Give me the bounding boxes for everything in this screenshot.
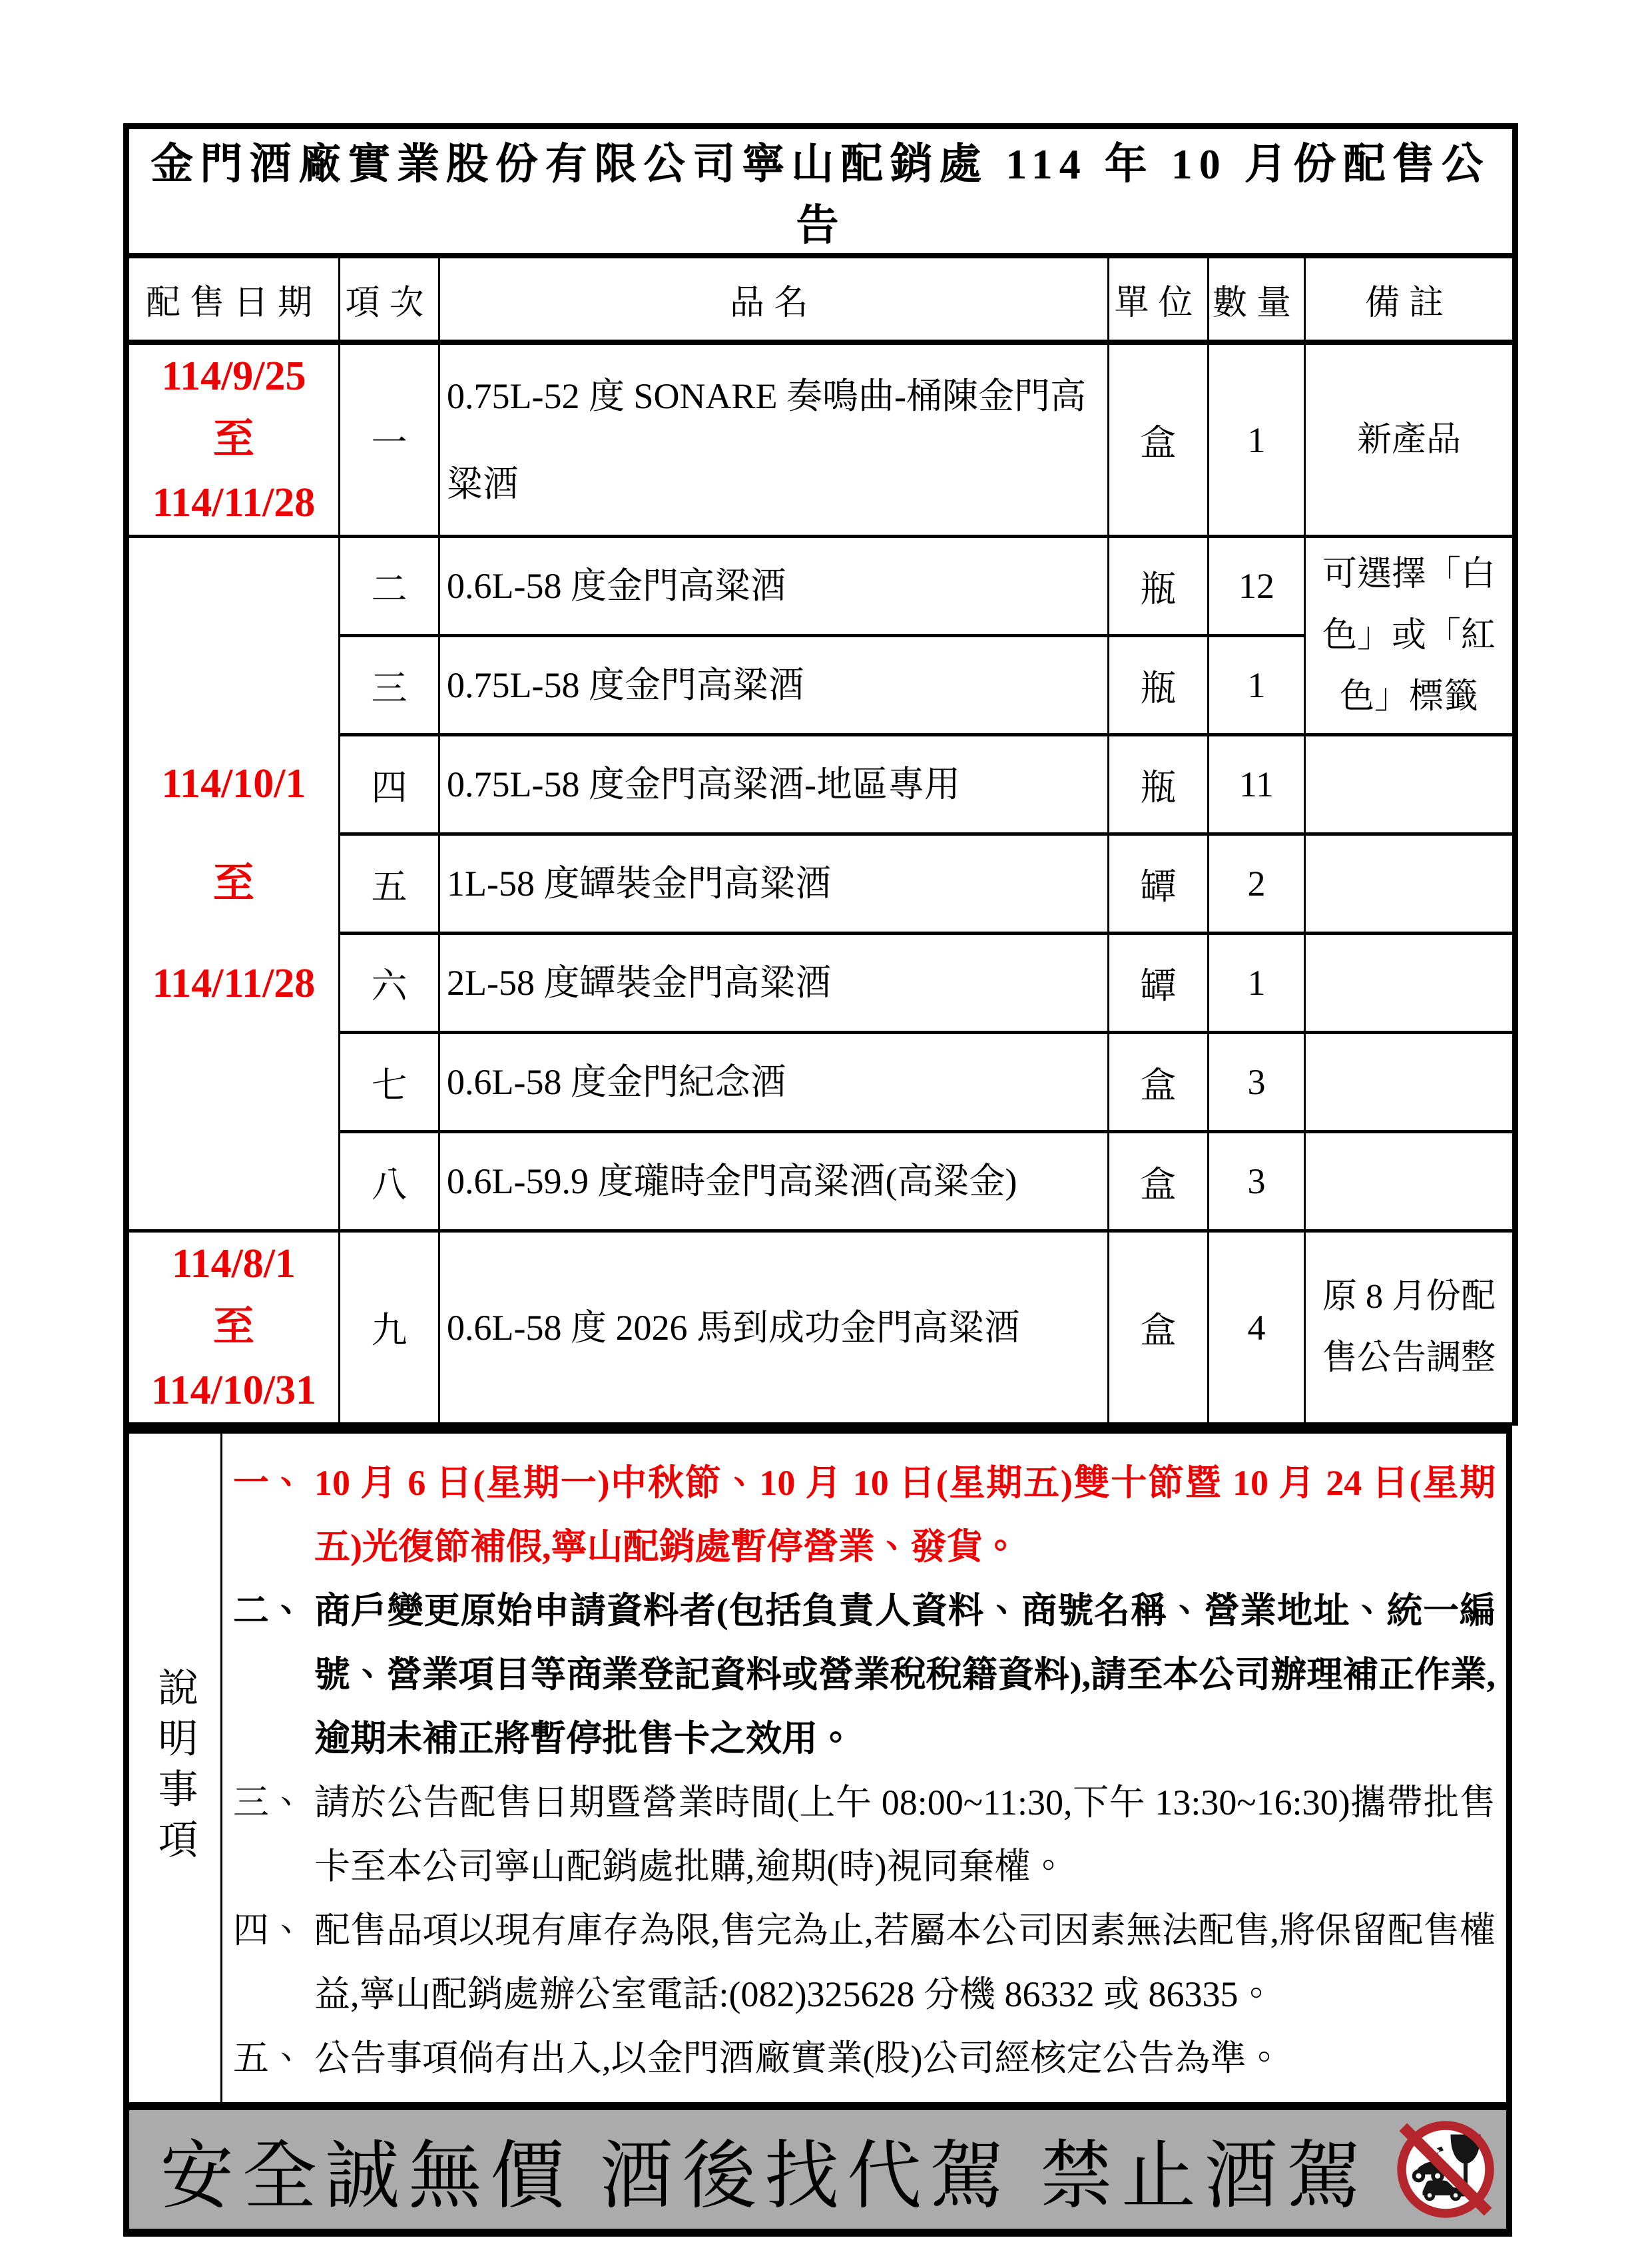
- note-number: 三、: [233, 1783, 305, 1822]
- notes-section-label: 說明事項: [152, 1667, 197, 1869]
- quantity: 2: [1209, 834, 1305, 934]
- unit: 盒: [1109, 1033, 1209, 1132]
- unit: 瓶: [1109, 735, 1209, 834]
- note-text: 配售品項以現有庫存為限,售完為止,若屬本公司因素無法配售,將保留配售權益,寧山配銷處辦公室電話:(082)325628 分機 86332 或 86335。: [314, 1910, 1496, 2014]
- date-range-rows2-8: 114/10/1 至 114/11/28: [127, 537, 340, 1231]
- remark: [1305, 735, 1515, 834]
- note-item-2: [233, 1579, 1496, 1771]
- product-name: 0.75L-58 度金門高粱酒-地區專用: [439, 735, 1109, 834]
- remark: [1305, 1033, 1515, 1132]
- col-header-qty: 數量: [1209, 256, 1305, 342]
- table-row: [127, 342, 1515, 537]
- note-text: 請於公告配售日期暨營業時間(上午 08:00~11:30,下午 13:30~16:30)攜帶批售卡至本公司寧山配銷處批購,逾期(時)視同棄權。: [314, 1783, 1496, 1886]
- unit: 盒: [1109, 1231, 1209, 1424]
- item-number: 九: [340, 1231, 439, 1424]
- quantity: 12: [1209, 537, 1305, 636]
- col-header-item: 項次: [340, 256, 439, 342]
- unit: 罈: [1109, 934, 1209, 1033]
- quantity: 1: [1209, 934, 1305, 1033]
- no-drunk-driving-icon: [1396, 2119, 1496, 2219]
- title-row: [127, 127, 1515, 256]
- unit: 罈: [1109, 834, 1209, 934]
- notes-section-label-cell: [129, 1434, 222, 2102]
- col-header-name: 品名: [439, 256, 1109, 342]
- page-title: 金門酒廠實業股份有限公司寧山配銷處 114 年 10 月份配售公告: [127, 127, 1515, 256]
- notes-list: [222, 1434, 1506, 2102]
- remark-label-choice: 可選擇「白色」或「紅色」標籤: [1305, 537, 1515, 735]
- remark: [1305, 1132, 1515, 1231]
- remark: 原 8 月份配售公告調整: [1305, 1231, 1515, 1424]
- product-name: 2L-58 度罈裝金門高粱酒: [439, 934, 1109, 1033]
- quantity: 1: [1209, 342, 1305, 537]
- item-number: 二: [340, 537, 439, 636]
- date-range-row9: 114/8/1 至 114/10/31: [127, 1231, 340, 1424]
- remark: [1305, 934, 1515, 1033]
- unit: 瓶: [1109, 636, 1209, 735]
- product-name: 0.6L-58 度金門紀念酒: [439, 1033, 1109, 1132]
- announcement-page: [123, 123, 1512, 2237]
- col-header-note: 備註: [1305, 256, 1515, 342]
- quantity: 1: [1209, 636, 1305, 735]
- item-number: 六: [340, 934, 439, 1033]
- item-number: 三: [340, 636, 439, 735]
- product-name: 0.6L-58 度 2026 馬到成功金門高粱酒: [439, 1231, 1109, 1424]
- item-number: 五: [340, 834, 439, 934]
- unit: 盒: [1109, 1132, 1209, 1231]
- note-number: 四、: [233, 1910, 305, 1950]
- note-text: 商戶變更原始申請資料者(包括負責人資料、商號名稱、營業地址、統一編號、營業項目等商業登記資料或營業稅稅籍資料),請至本公司辦理補正作業,逾期未補正將暫停批售卡之效用。: [314, 1591, 1496, 1759]
- table-row: [127, 1231, 1515, 1424]
- table-row: [127, 537, 1515, 636]
- product-name: 0.75L-58 度金門高粱酒: [439, 636, 1109, 735]
- table-header-row: [127, 256, 1515, 342]
- quantity: 11: [1209, 735, 1305, 834]
- quantity: 4: [1209, 1231, 1305, 1424]
- note-item-4: [233, 1898, 1496, 2026]
- note-number: 一、: [233, 1463, 305, 1503]
- quantity: 3: [1209, 1033, 1305, 1132]
- note-number: 五、: [233, 2038, 305, 2078]
- notes-section: [123, 1426, 1512, 2102]
- allocation-table: [123, 123, 1518, 1426]
- product-name: 1L-58 度罈裝金門高粱酒: [439, 834, 1109, 934]
- date-range-row1: 114/9/25 至 114/11/28: [127, 342, 340, 537]
- note-text: 10 月 6 日(星期一)中秋節、10 月 10 日(星期五)雙十節暨 10 月 24 日(星期五)光復節補假,寧山配銷處暫停營業、發貨。: [314, 1463, 1496, 1567]
- note-item-3: [233, 1771, 1496, 1898]
- item-number: 四: [340, 735, 439, 834]
- safety-slogan: 安全誠無價 酒後找代駕 禁止酒駕: [160, 2135, 1369, 2218]
- note-item-5: [233, 2026, 1496, 2090]
- remark: 新產品: [1305, 342, 1515, 537]
- remark: [1305, 834, 1515, 934]
- note-text: 公告事項倘有出入,以金門酒廠實業(股)公司經核定公告為準。: [314, 2038, 1282, 2078]
- safety-banner: [123, 2102, 1512, 2237]
- item-number: 一: [340, 342, 439, 537]
- col-header-date: 配售日期: [127, 256, 340, 342]
- item-number: 八: [340, 1132, 439, 1231]
- note-item-1: [233, 1451, 1496, 1579]
- product-name: 0.6L-58 度金門高粱酒: [439, 537, 1109, 636]
- unit: 瓶: [1109, 537, 1209, 636]
- product-name: 0.75L-52 度 SONARE 奏鳴曲-桶陳金門高粱酒: [439, 342, 1109, 537]
- quantity: 3: [1209, 1132, 1305, 1231]
- unit: 盒: [1109, 342, 1209, 537]
- product-name: 0.6L-59.9 度瓏時金門高粱酒(高粱金): [439, 1132, 1109, 1231]
- col-header-unit: 單位: [1109, 256, 1209, 342]
- item-number: 七: [340, 1033, 439, 1132]
- note-number: 二、: [233, 1591, 305, 1631]
